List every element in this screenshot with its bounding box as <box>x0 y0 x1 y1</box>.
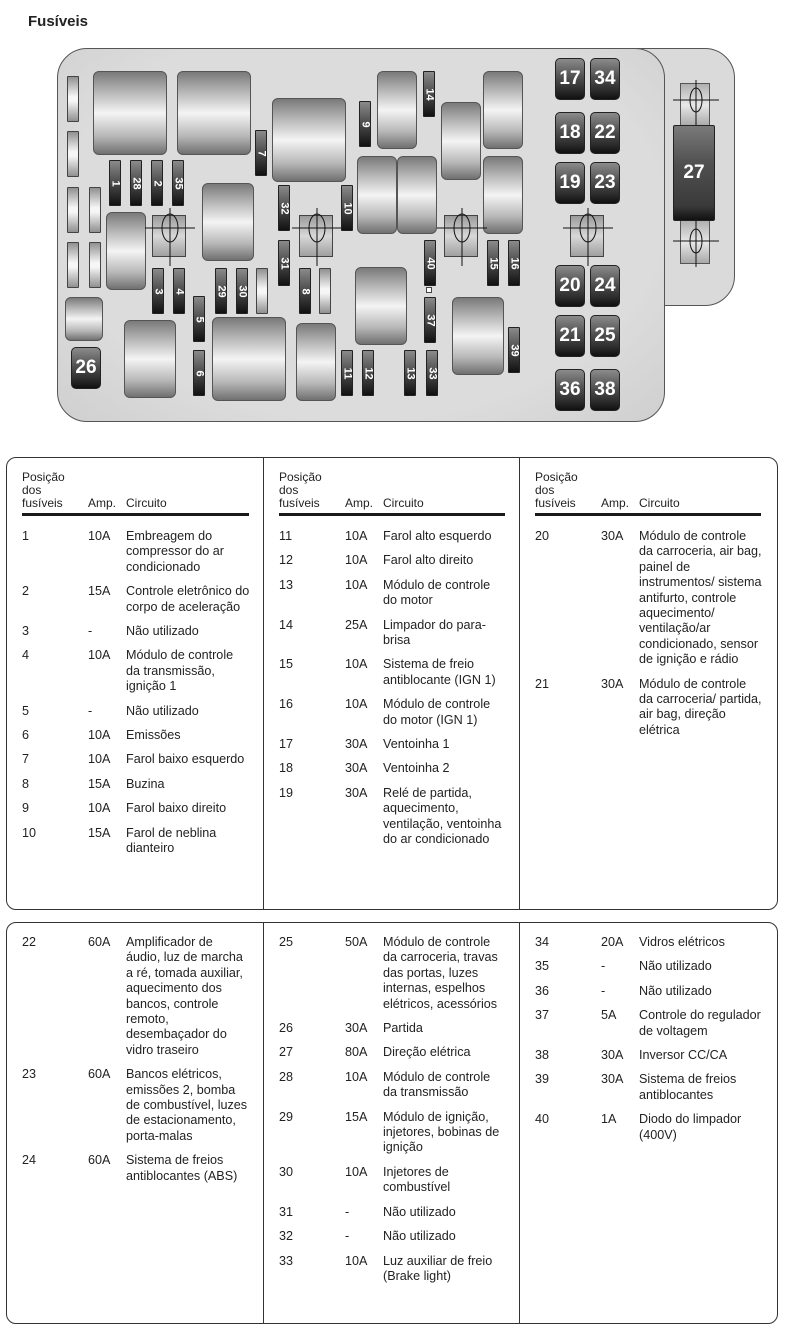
table-row <box>279 935 505 1012</box>
fuse-32[interactable]: 32 <box>278 185 290 231</box>
header-position: Posição dos fusíveis <box>279 470 322 510</box>
fuse-amperage: 20A <box>601 935 624 949</box>
table-row <box>22 752 249 767</box>
table-column <box>519 458 775 909</box>
fuse-position: 18 <box>279 761 294 776</box>
fuse-13[interactable]: 13 <box>404 350 416 396</box>
fuse-36[interactable]: 36 <box>555 369 585 411</box>
relay <box>357 156 397 234</box>
empty-slot <box>67 242 79 288</box>
table-row <box>22 624 249 639</box>
fuse-amperage: 30A <box>601 1048 624 1063</box>
fuse-amperage: 30A <box>601 676 624 691</box>
relay <box>441 102 481 180</box>
table-row <box>279 1229 505 1244</box>
fuse-circuit: Buzina <box>126 776 165 791</box>
fuse-position: 38 <box>535 1048 550 1063</box>
fuse-10[interactable]: 10 <box>341 185 353 231</box>
fuse-circuit: Sistema de freio antiblocante (IGN 1) <box>383 657 496 687</box>
fuse-position: 34 <box>535 935 550 949</box>
fuse-38[interactable]: 38 <box>590 369 620 411</box>
fuse-circuit: Emissões <box>126 728 181 743</box>
fuse-circuit: Não utilizado <box>383 1204 456 1219</box>
table-row <box>22 1153 249 1184</box>
fuse-circuit: Não utilizado <box>383 1229 456 1244</box>
fuse-21[interactable]: 21 <box>555 315 585 357</box>
empty-slot <box>89 242 101 288</box>
table-row <box>22 1067 249 1144</box>
header-circuit: Circuito <box>383 496 424 510</box>
fuse-amperage: 10A <box>345 553 368 568</box>
fuse-circuit: Farol alto esquerdo <box>383 529 492 543</box>
table-row <box>22 648 249 694</box>
mega-fuse-tab <box>680 220 710 264</box>
fuse-2[interactable]: 2 <box>151 160 163 206</box>
fuse-position: 23 <box>22 1067 37 1082</box>
fuse-circuit: Módulo de controle do motor (IGN 1) <box>383 697 491 727</box>
fuse-amperage: 15A <box>88 776 111 791</box>
table-row <box>279 657 505 688</box>
fuse-circuit: Módulo de controle da carroceria, travas das portas, luzes internas, espelhos elétricos, acessórios <box>383 935 498 1011</box>
fuse-position: 26 <box>279 1021 294 1036</box>
fuse-amperage: 10A <box>88 728 111 743</box>
fuse-3[interactable]: 3 <box>152 268 164 314</box>
table-row <box>279 1021 505 1036</box>
fuse-position: 1 <box>22 529 30 543</box>
fuse-position: 12 <box>279 553 294 568</box>
header-position: Posição dos fusíveis <box>22 470 65 510</box>
fuse-position: 7 <box>22 752 30 767</box>
fuse-6[interactable]: 6 <box>193 350 205 396</box>
fuse-circuit: Farol alto direito <box>383 553 474 568</box>
header-circuit: Circuito <box>639 496 680 510</box>
fuse-circuit: Farol baixo direito <box>126 801 227 816</box>
fuse-position: 40 <box>535 1112 550 1127</box>
fuse-4[interactable]: 4 <box>173 268 185 314</box>
relay <box>483 156 523 234</box>
fuse-position: 21 <box>535 676 550 691</box>
relay <box>212 317 286 401</box>
table-row <box>535 959 761 974</box>
fuse-28[interactable]: 28 <box>130 160 142 206</box>
fuse-position: 14 <box>279 617 294 632</box>
fuse-amperage: 1A <box>601 1112 617 1127</box>
fuse-circuit: Vidros elétricos <box>639 935 725 949</box>
fuse-circuit: Farol baixo esquerdo <box>126 752 245 767</box>
fuse-amperage: 30A <box>601 1072 624 1087</box>
table-row <box>279 553 505 568</box>
fuse-position: 36 <box>535 983 550 998</box>
fuse-amperage: 30A <box>345 1021 368 1036</box>
fuse-amperage: - <box>345 1204 350 1219</box>
table-row <box>22 801 249 816</box>
fuse-23[interactable]: 23 <box>590 162 620 204</box>
fuse-amperage: 10A <box>88 648 111 663</box>
mega-fuse-tab <box>680 83 710 127</box>
relay <box>106 212 146 290</box>
fuse-amperage: 60A <box>88 1153 111 1168</box>
fuse-circuit: Direção elétrica <box>383 1045 471 1060</box>
fuse-amperage: - <box>88 703 93 718</box>
fuse-circuit: Módulo de controle da transmissão <box>383 1069 491 1100</box>
fuse-position: 6 <box>22 728 30 743</box>
page-title: Fusíveis <box>28 13 89 30</box>
fuse-17[interactable]: 17 <box>555 58 585 100</box>
relay <box>93 71 167 155</box>
fuse-amperage: 10A <box>345 1253 368 1268</box>
fuse-7[interactable]: 7 <box>255 130 267 176</box>
fuse-5[interactable]: 5 <box>193 296 205 342</box>
fuse-30[interactable]: 30 <box>236 268 248 314</box>
fuse-amperage: 30A <box>345 785 368 800</box>
fuse-amperage: 10A <box>345 577 368 592</box>
fuse-37[interactable]: 37 <box>424 297 436 343</box>
table-header <box>279 470 505 516</box>
bolt-terminal <box>570 215 604 257</box>
fuse-24[interactable]: 24 <box>590 265 620 307</box>
bolt-terminal <box>299 215 333 257</box>
table-row <box>535 677 761 739</box>
fuse-11[interactable]: 11 <box>341 350 353 396</box>
fuse-position: 30 <box>279 1164 294 1179</box>
relay <box>272 98 346 182</box>
table-row <box>279 578 505 609</box>
fuse-circuit: Módulo de controle da transmissão, ignição 1 <box>126 648 234 694</box>
fuse-amperage: 25A <box>345 617 368 632</box>
fuse-position: 29 <box>279 1109 294 1124</box>
fuse-position: 8 <box>22 776 30 791</box>
fuse-29[interactable]: 29 <box>215 268 227 314</box>
fuse-amperage: 30A <box>345 737 368 752</box>
fuse-circuit: Controle eletrônico do corpo de aceleração <box>126 584 250 614</box>
fuse-circuit: Módulo de ignição, injetores, bobinas de ignição <box>383 1109 500 1155</box>
fuse-14[interactable]: 14 <box>423 71 435 117</box>
relay <box>177 71 251 155</box>
relay <box>124 320 176 398</box>
fuse-position: 27 <box>279 1045 294 1060</box>
table-column <box>263 458 519 909</box>
fuse-34[interactable]: 34 <box>590 58 620 100</box>
relay <box>65 297 103 341</box>
fuse-amperage: 30A <box>601 529 624 543</box>
table-column <box>519 923 775 1323</box>
table-row <box>22 935 249 1058</box>
fuse-circuit: Limpador do para-brisa <box>383 617 486 648</box>
table-row <box>22 704 249 719</box>
diode-marker <box>426 287 432 293</box>
fuse-amperage: 10A <box>345 529 368 543</box>
relay <box>202 183 254 261</box>
fuse-circuit: Sistema de freios antiblocantes (ABS) <box>126 1153 238 1183</box>
fuse-position: 33 <box>279 1253 294 1268</box>
table-row <box>535 1008 761 1039</box>
fuse-circuit: Partida <box>383 1021 423 1036</box>
table-row <box>279 1254 505 1285</box>
fuse-amperage: 10A <box>88 801 111 816</box>
fuse-1[interactable]: 1 <box>109 160 121 206</box>
table-row <box>279 761 505 776</box>
table-row <box>535 1072 761 1103</box>
fuse-circuit: Luz auxiliar de freio (Brake light) <box>383 1253 493 1283</box>
fuse-22[interactable]: 22 <box>590 112 620 154</box>
fuse-table-1 <box>6 457 778 910</box>
fuse-26[interactable]: 26 <box>71 347 101 389</box>
fuse-position: 25 <box>279 935 294 949</box>
fuse-20[interactable]: 20 <box>555 265 585 307</box>
header-position: Posição dos fusíveis <box>535 470 578 510</box>
fuse-39[interactable]: 39 <box>508 327 520 373</box>
fuse-25[interactable]: 25 <box>590 315 620 357</box>
bolt-terminal <box>444 215 478 257</box>
fuse-12[interactable]: 12 <box>362 350 374 396</box>
fuse-amperage: 5A <box>601 1008 617 1023</box>
fuse-amperage: 10A <box>345 697 368 712</box>
fuse-position: 24 <box>22 1153 37 1168</box>
fuse-circuit: Ventoinha 2 <box>383 761 450 776</box>
relay <box>397 156 437 234</box>
fuse-35[interactable]: 35 <box>172 160 184 206</box>
fuse-circuit: Módulo de controle do motor <box>383 577 491 608</box>
empty-slot <box>319 268 331 314</box>
fuse-circuit: Bancos elétricos, emissões 2, bomba de combustível, luzes de estacionamento, porta-malas <box>126 1067 248 1143</box>
table-row <box>279 529 505 544</box>
fuse-table-2 <box>6 922 778 1324</box>
fuse-amperage: 10A <box>345 1069 368 1084</box>
relay <box>483 71 523 149</box>
fuse-amperage: 15A <box>88 825 111 840</box>
table-row <box>22 728 249 743</box>
table-row <box>279 618 505 649</box>
fuse-amperage: 80A <box>345 1045 368 1060</box>
table-row <box>535 1112 761 1143</box>
fuse-circuit: Ventoinha 1 <box>383 737 450 752</box>
table-row <box>279 1110 505 1156</box>
fuse-position: 5 <box>22 703 30 718</box>
fuse-amperage: - <box>88 624 93 639</box>
table-row <box>279 786 505 848</box>
fuse-circuit: Não utilizado <box>126 624 199 639</box>
table-row <box>535 935 761 950</box>
fuse-position: 4 <box>22 648 30 663</box>
fuse-27[interactable]: 27 <box>673 125 715 221</box>
fuse-33[interactable]: 33 <box>426 350 438 396</box>
table-column <box>7 923 263 1323</box>
fuse-31[interactable]: 31 <box>278 240 290 286</box>
fuse-amperage: 10A <box>345 657 368 672</box>
empty-slot <box>256 268 268 314</box>
fuse-amperage: 15A <box>345 1109 368 1124</box>
fuse-amperage: 15A <box>88 584 111 599</box>
header-amp: Amp. <box>88 496 117 510</box>
fuse-position: 10 <box>22 825 37 840</box>
fuse-position: 35 <box>535 959 550 974</box>
fuse-position: 39 <box>535 1072 550 1087</box>
fuse-position: 9 <box>22 801 30 816</box>
fuse-position: 13 <box>279 577 294 592</box>
header-amp: Amp. <box>601 496 630 510</box>
table-header <box>535 470 761 516</box>
fuse-circuit: Embreagem do compressor do ar condicionado <box>126 529 224 574</box>
fuse-position: 28 <box>279 1069 294 1084</box>
header-circuit: Circuito <box>126 496 167 510</box>
table-row <box>22 529 249 575</box>
fuse-amperage: - <box>345 1229 350 1244</box>
fuse-circuit: Amplificador de áudio, luz de marcha a ré, tomada auxiliar, aquecimento dos bancos, controle remoto, desembaçador do vidro traseiro <box>126 935 243 1057</box>
empty-slot <box>67 76 79 122</box>
fuse-position: 11 <box>279 529 293 543</box>
fuse-circuit: Sistema de freios antiblocantes <box>639 1072 737 1102</box>
relay <box>296 323 336 401</box>
fuse-amperage: 10A <box>88 752 111 767</box>
fuse-position: 17 <box>279 737 294 752</box>
fuse-amperage: - <box>601 959 606 974</box>
fuse-position: 37 <box>535 1008 550 1023</box>
bolt-terminal <box>152 215 186 257</box>
fuse-amperage: 60A <box>88 1067 111 1082</box>
fuse-circuit: Diodo do limpador (400V) <box>639 1112 742 1142</box>
fuse-amperage: 50A <box>345 935 368 949</box>
fuse-circuit: Relé de partida, aquecimento, ventilação, ventoinha do ar condicionado <box>383 785 502 847</box>
table-row <box>535 529 761 668</box>
table-row <box>279 1045 505 1060</box>
table-row <box>22 777 249 792</box>
fuse-position: 22 <box>22 935 37 949</box>
empty-slot <box>67 187 79 233</box>
fuse-position: 19 <box>279 785 294 800</box>
fuse-circuit: Injetores de combustível <box>383 1164 451 1195</box>
empty-slot <box>67 131 79 177</box>
table-row <box>279 1165 505 1196</box>
fuse-circuit: Módulo de controle da carroceria, air bag, painel de instrumentos/ sistema antifurto, controle aquecimento/ ventilação/ar condicionado, sensor de ignição e rádio <box>639 529 762 667</box>
relay <box>452 297 504 375</box>
fuse-amperage: 10A <box>88 529 111 543</box>
table-row <box>535 1048 761 1063</box>
fuse-circuit: Módulo de controle da carroceria/ partida, air bag, direção elétrica <box>639 676 762 737</box>
table-row <box>279 737 505 752</box>
fuse-amperage: 60A <box>88 935 111 949</box>
table-row <box>535 984 761 999</box>
fuse-position: 32 <box>279 1229 294 1244</box>
fuse-19[interactable]: 19 <box>555 162 585 204</box>
fuse-circuit: Não utilizado <box>639 959 712 974</box>
fuse-circuit: Não utilizado <box>639 983 712 998</box>
fuse-40[interactable]: 40 <box>424 240 436 286</box>
fuse-18[interactable]: 18 <box>555 112 585 154</box>
fuse-position: 31 <box>279 1204 294 1219</box>
relay <box>377 71 417 149</box>
fuse-circuit: Farol de neblina dianteiro <box>126 825 217 856</box>
fuse-amperage: 10A <box>345 1164 368 1179</box>
fuse-box-diagram <box>0 0 804 430</box>
table-row <box>22 826 249 857</box>
fuse-8[interactable]: 8 <box>299 268 311 314</box>
header-amp: Amp. <box>345 496 374 510</box>
table-column <box>263 923 519 1323</box>
relay <box>355 267 407 345</box>
fuse-amperage: - <box>601 983 606 998</box>
table-row <box>279 1205 505 1220</box>
table-header <box>22 470 249 516</box>
fuse-position: 3 <box>22 624 30 639</box>
fuse-9[interactable]: 9 <box>359 101 371 147</box>
fuse-circuit: Controle do regulador de voltagem <box>639 1008 761 1038</box>
fuse-position: 16 <box>279 697 294 712</box>
fuse-circuit: Não utilizado <box>126 703 199 718</box>
table-column <box>7 458 263 909</box>
fuse-position: 15 <box>279 657 294 672</box>
table-row <box>279 697 505 728</box>
table-row <box>279 1070 505 1101</box>
fuse-15[interactable]: 15 <box>487 240 499 286</box>
fuse-amperage: 30A <box>345 761 368 776</box>
empty-slot <box>89 187 101 233</box>
fuse-position: 20 <box>535 529 550 543</box>
table-row <box>22 584 249 615</box>
fuse-position: 2 <box>22 584 30 599</box>
fuse-16[interactable]: 16 <box>508 240 520 286</box>
fuse-circuit: Inversor CC/CA <box>639 1048 728 1063</box>
